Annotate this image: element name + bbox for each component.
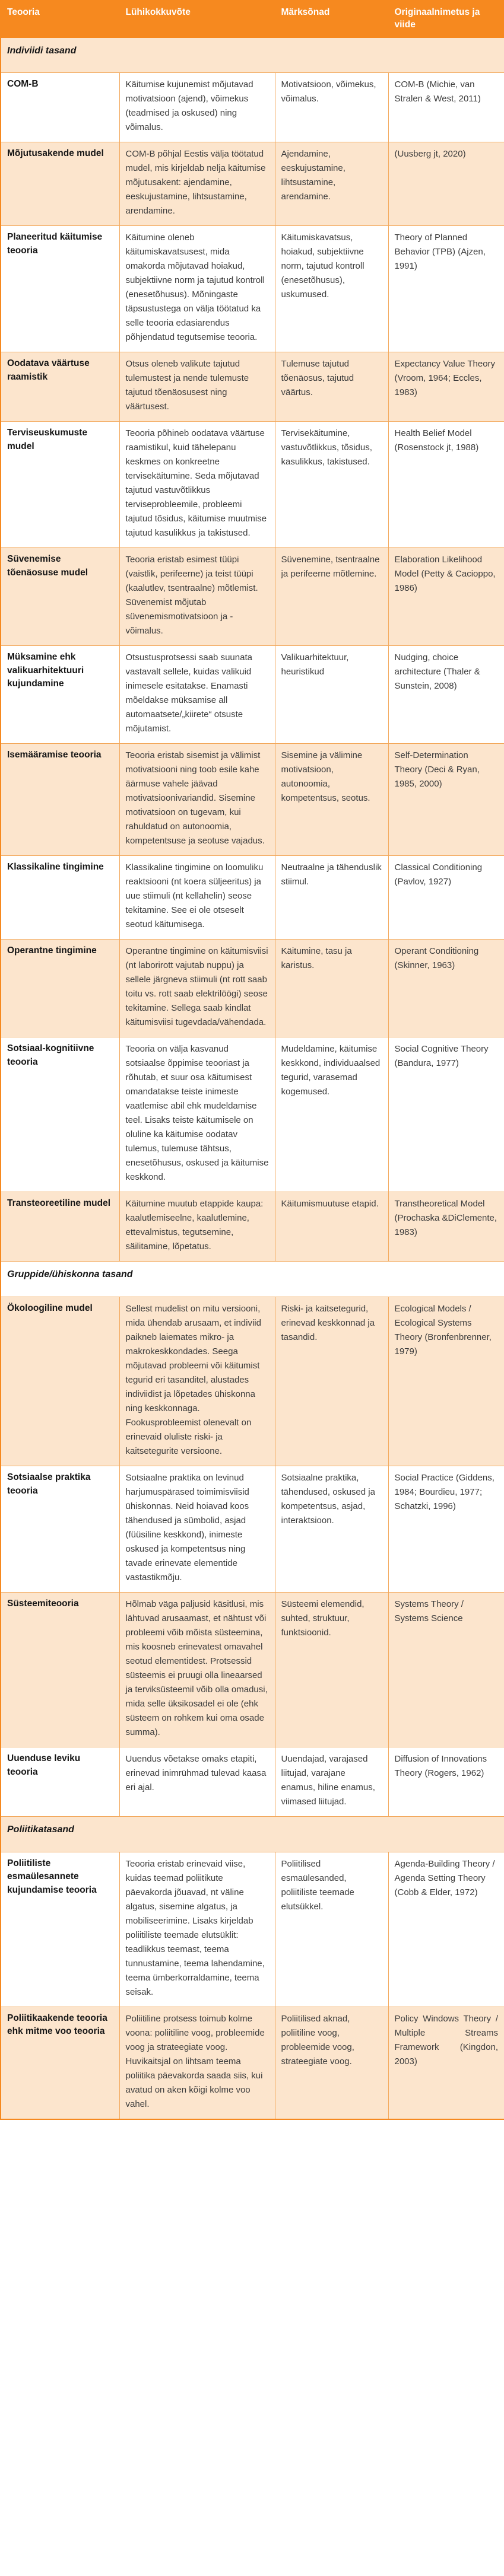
table-row — [1, 1852, 504, 2007]
summary-cell: Teooria põhineb oodatava väärtuse raamistikul, kuid tähelepanu keskmes on konkreetne tervisekäitumine. Seda mõjutavad tajutud vastuvõtlikkus terviseprobleemile, probleemi tajutud tõsidus, käitumise muutmise tajutud kasulikkus ja takistused. — [119, 422, 275, 548]
theory-cell: Sotsiaalse praktika teooria — [1, 1466, 119, 1593]
reference-cell: Nudging, choice architecture (Thaler & Sunstein, 2008) — [388, 646, 504, 744]
keywords-cell: Süsteemi elemendid, suhted, struktuur, funktsioonid. — [275, 1593, 388, 1747]
theory-cell: Oodatava väärtuse raamistik — [1, 352, 119, 422]
table-row — [1, 548, 504, 646]
keywords-cell: Sisemine ja välimine motivatsioon, autonoomia, kompetentsus, seotus. — [275, 744, 388, 856]
theory-cell: Mõjutusakende mudel — [1, 142, 119, 226]
theory-cell: Ökoloogiline mudel — [1, 1297, 119, 1466]
section-header: Poliitikatasand — [1, 1817, 504, 1852]
keywords-cell: Poliitilised esmaülesanded, poliitiliste teemade elutsükkel. — [275, 1852, 388, 2007]
theory-cell: Poliitiliste esmaülesannete kujundamise teooria — [1, 1852, 119, 2007]
reference-cell: Ecological Models / Ecological Systems Theory (Bronfenbrenner, 1979) — [388, 1297, 504, 1466]
keywords-cell: Käitumine, tasu ja karistus. — [275, 940, 388, 1037]
keywords-cell: Käitumismuutuse etapid. — [275, 1192, 388, 1262]
reference-cell: Elaboration Likelihood Model (Petty & Cacioppo, 1986) — [388, 548, 504, 646]
summary-cell: Sellest mudelist on mitu versiooni, mida ühendab arusaam, et indiviid paikneb laiemates mikro- ja makrokeskkondades. Seega mõjutavad probleemi või käitumist tegurid eri tasanditel, alustades indiviidist ja lõpetades ühiskonna ning keskkonnaga. Fookusprobleemist olenevalt on erinevaid oluliste riski- ja kaitsetegurite versioone. — [119, 1297, 275, 1466]
column-header-originaalnimetus-ja-viide: Originaalnimetus ja viide — [388, 1, 504, 37]
section-row-poliitikatasand — [1, 1817, 504, 1852]
theory-cell: Klassikaline tingimine — [1, 856, 119, 940]
summary-cell: Poliitiline protsess toimub kolme voona: poliitiline voog, probleemide voog ja strateegiate voog. Huvikaitsjal on lihtsam teema poliitika päevakorda saada siis, kui avatud on aken kõigi kolme voo vahel. — [119, 2007, 275, 2119]
table-row — [1, 352, 504, 422]
summary-cell: Käitumise kujunemist mõjutavad motivatsioon (ajend), võimekus (teadmised ja oskused) ning võimalus. — [119, 73, 275, 142]
summary-cell: Otsus oleneb valikute tajutud tulemustest ja nende tulemuste tajutud tõenäosusest ning väärtusest. — [119, 352, 275, 422]
reference-cell: Classical Conditioning (Pavlov, 1927) — [388, 856, 504, 940]
summary-cell: Otsustusprotsessi saab suunata vastavalt sellele, kuidas valikuid inimesele esitatakse. Enamasti mõeldakse müksamise all automaatsete/„kiirete“ otsuste mõjutamist. — [119, 646, 275, 744]
summary-cell: Operantne tingimine on käitumisviisi (nt laborirott vajutab nuppu) ja sellele järgneva stiimuli (nt rott saab toitu vs. rott saab elektrilöögi) seose tekitamine. Sellega saab kindlat käitumisviisi tugevdada/vähendada. — [119, 940, 275, 1037]
header-row — [1, 1, 504, 37]
summary-cell: COM-B põhjal Eestis välja töötatud mudel, mis kirjeldab nelja käitumise mõjutusakent: ajendamine, eeskujustamine, lihtsustamine, arendamine. — [119, 142, 275, 226]
reference-cell: Social Practice (Giddens, 1984; Bourdieu, 1977; Schatzki, 1996) — [388, 1466, 504, 1593]
table-row — [1, 1037, 504, 1192]
table-row — [1, 142, 504, 226]
column-header-luhikokkuvote: Lühikokkuvõte — [119, 1, 275, 37]
reference-cell: Policy Windows Theory / Multiple Streams Framework (Kingdon, 2003) — [388, 2007, 504, 2119]
reference-cell: Operant Conditioning (Skinner, 1963) — [388, 940, 504, 1037]
table-row — [1, 73, 504, 142]
theory-cell: Transteoreetiline mudel — [1, 1192, 119, 1262]
theory-cell: Süvenemise tõenäosuse mudel — [1, 548, 119, 646]
summary-cell: Teooria eristab sisemist ja välimist motivatsiooni ning toob esile kahe äärmuse vahele jäävad motivatsioonivariandid. Sisemine motivatsioon on tugevam, kui rahuldatud on autonoomia, kompetentsuse ja seotuse vajadus. — [119, 744, 275, 856]
theory-cell: COM-B — [1, 73, 119, 142]
theory-cell: Planeeritud käitumise teooria — [1, 226, 119, 352]
theory-cell: Sotsiaal-kognitiivne teooria — [1, 1037, 119, 1192]
keywords-cell: Mudeldamine, käitumise keskkond, individuaalsed tegurid, varasemad kogemused. — [275, 1037, 388, 1192]
theory-cell: Poliitikaakende teooria ehk mitme voo teooria — [1, 2007, 119, 2119]
table-row — [1, 856, 504, 940]
table-row — [1, 422, 504, 548]
summary-cell: Sotsiaalne praktika on levinud harjumuspärased toimimisviisid ühiskonnas. Neid hoiavad koos tähendused ja sümbolid, asjad (füüsiline keskkond), inimeste oskused ja kompetentsus ning tavade erinevate elementide vastastikmõju. — [119, 1466, 275, 1593]
reference-cell: Expectancy Value Theory (Vroom, 1964; Eccles, 1983) — [388, 352, 504, 422]
keywords-cell: Süvenemine, tsentraalne ja perifeerne mõtlemine. — [275, 548, 388, 646]
keywords-cell: Valikuarhitektuur, heuristikud — [275, 646, 388, 744]
keywords-cell: Käitumiskavatsus, hoiakud, subjektiivne norm, tajutud kontroll (enesetõhusus), uskumused. — [275, 226, 388, 352]
summary-cell: Käitumine muutub etappide kaupa: kaalutlemiseelne, kaalutlemine, ettevalmistus, tegutsemine, säilitamine, lõpetatus. — [119, 1192, 275, 1262]
keywords-cell: Poliitilised aknad, poliitiline voog, probleemide voog, strateegiate voog. — [275, 2007, 388, 2119]
summary-cell: Uuendus võetakse omaks etapiti, erinevad inimrühmad tulevad kaasa eri ajal. — [119, 1747, 275, 1817]
section-row-gruppide-uhiskonna-tasand — [1, 1262, 504, 1297]
keywords-cell: Motivatsioon, võimekus, võimalus. — [275, 73, 388, 142]
summary-cell: Teooria on välja kasvanud sotsiaalse õppimise teooriast ja rõhutab, et suur osa käitumisest omandatakse teiste inimeste vaatlemise abil ehk mudeldamise teel. Lisaks teiste käitumisele on oluline ka käitumise oodatav tulemus, tulemuse tähtsus, enesetõhusus, oskused ja käitumise keskkond. — [119, 1037, 275, 1192]
table-row — [1, 744, 504, 856]
reference-cell: (Uusberg jt, 2020) — [388, 142, 504, 226]
keywords-cell: Sotsiaalne praktika, tähendused, oskused ja kompetentsus, asjad, interaktsioon. — [275, 1466, 388, 1593]
theory-cell: Terviseuskumuste mudel — [1, 422, 119, 548]
keywords-cell: Riski- ja kaitsetegurid, erinevad keskkonnad ja tasandid. — [275, 1297, 388, 1466]
reference-cell: Theory of Planned Behavior (TPB) (Ajzen, 1991) — [388, 226, 504, 352]
theory-cell: Müksamine ehk valikuarhitektuuri kujundamine — [1, 646, 119, 744]
reference-cell: Agenda-Building Theory / Agenda Setting Theory (Cobb & Elder, 1972) — [388, 1852, 504, 2007]
table-row — [1, 1593, 504, 1747]
reference-cell: Health Belief Model (Rosenstock jt, 1988) — [388, 422, 504, 548]
theory-cell: Süsteemiteooria — [1, 1593, 119, 1747]
section-row-indiviidi-tasand — [1, 37, 504, 73]
keywords-cell: Uuendajad, varajased liitujad, varajane enamus, hiline enamus, viimased liitujad. — [275, 1747, 388, 1817]
summary-cell: Klassikaline tingimine on loomuliku reaktsiooni (nt koera süljeeritus) ja uue stiimuli (nt kellahelin) seose tekitamine. See ei ole otseselt seotud käitumisega. — [119, 856, 275, 940]
summary-cell: Teooria eristab erinevaid viise, kuidas teemad poliitikute päevakorda jõuavad, nt väline algatus, sisemine algatus, ja mobiliseerimine. Lisaks kirjeldab poliitiliste teemade elutsüklit: teadlikkus teemast, teema tunnustamine, teema lahendamine, teema ümberkorraldamine, teema seisak. — [119, 1852, 275, 2007]
keywords-cell: Ajendamine, eeskujustamine, lihtsustamine, arendamine. — [275, 142, 388, 226]
reference-cell: COM-B (Michie, van Stralen & West, 2011) — [388, 73, 504, 142]
reference-cell: Social Cognitive Theory (Bandura, 1977) — [388, 1037, 504, 1192]
keywords-cell: Neutraalne ja tähenduslik stiimul. — [275, 856, 388, 940]
table-row — [1, 940, 504, 1037]
table-row — [1, 1192, 504, 1262]
column-header-teooria: Teooria — [1, 1, 119, 37]
table-row — [1, 1466, 504, 1593]
table-row — [1, 1747, 504, 1817]
table-row — [1, 2007, 504, 2119]
reference-cell: Diffusion of Innovations Theory (Rogers, 1962) — [388, 1747, 504, 1817]
section-header: Gruppide/ühiskonna tasand — [1, 1262, 504, 1297]
keywords-cell: Tervisekäitumine, vastuvõtlikkus, tõsidus, kasulikkus, takistused. — [275, 422, 388, 548]
reference-cell: Self-Determination Theory (Deci & Ryan, 1985, 2000) — [388, 744, 504, 856]
keywords-cell: Tulemuse tajutud tõenäosus, tajutud väärtus. — [275, 352, 388, 422]
reference-cell: Systems Theory / Systems Science — [388, 1593, 504, 1747]
theory-cell: Isemääramise teooria — [1, 744, 119, 856]
summary-cell: Hõlmab väga paljusid käsitlusi, mis lähtuvad arusaamast, et nähtust või probleemi võib mõista süsteemina, mis koosneb erinevatest omavahel seotud elementidest. Protsessid süsteemis ei pruugi olla lineaarsed ja terviksüsteemil võib olla omadusi, mida selle üksikosadel ei ole (ehk süsteem on rohkem kui oma osade summa). — [119, 1593, 275, 1747]
theory-cell: Uuenduse leviku teooria — [1, 1747, 119, 1817]
reference-cell: Transtheoretical Model (Prochaska &DiClemente, 1983) — [388, 1192, 504, 1262]
section-header: Indiviidi tasand — [1, 37, 504, 73]
table-row — [1, 1297, 504, 1466]
table-row — [1, 226, 504, 352]
table-row — [1, 646, 504, 744]
summary-cell: Teooria eristab esimest tüüpi (vaistlik, perifeerne) ja teist tüüpi (kaalutlev, tsentraalne) mõtlemist. Süvenemist mõjutab süvenemismotivatsioon ja -võimalus. — [119, 548, 275, 646]
theory-cell: Operantne tingimine — [1, 940, 119, 1037]
column-header-marksonad: Märksõnad — [275, 1, 388, 37]
summary-cell: Käitumine oleneb käitumiskavatsusest, mida omakorda mõjutavad hoiakud, subjektiivne norm ja tajutud kontroll (enesetõhusus). Mõningaste täpsustustega on välja töötatud ka selle teooria edasiarendus põhjendatud tegutsemise teooria. — [119, 226, 275, 352]
